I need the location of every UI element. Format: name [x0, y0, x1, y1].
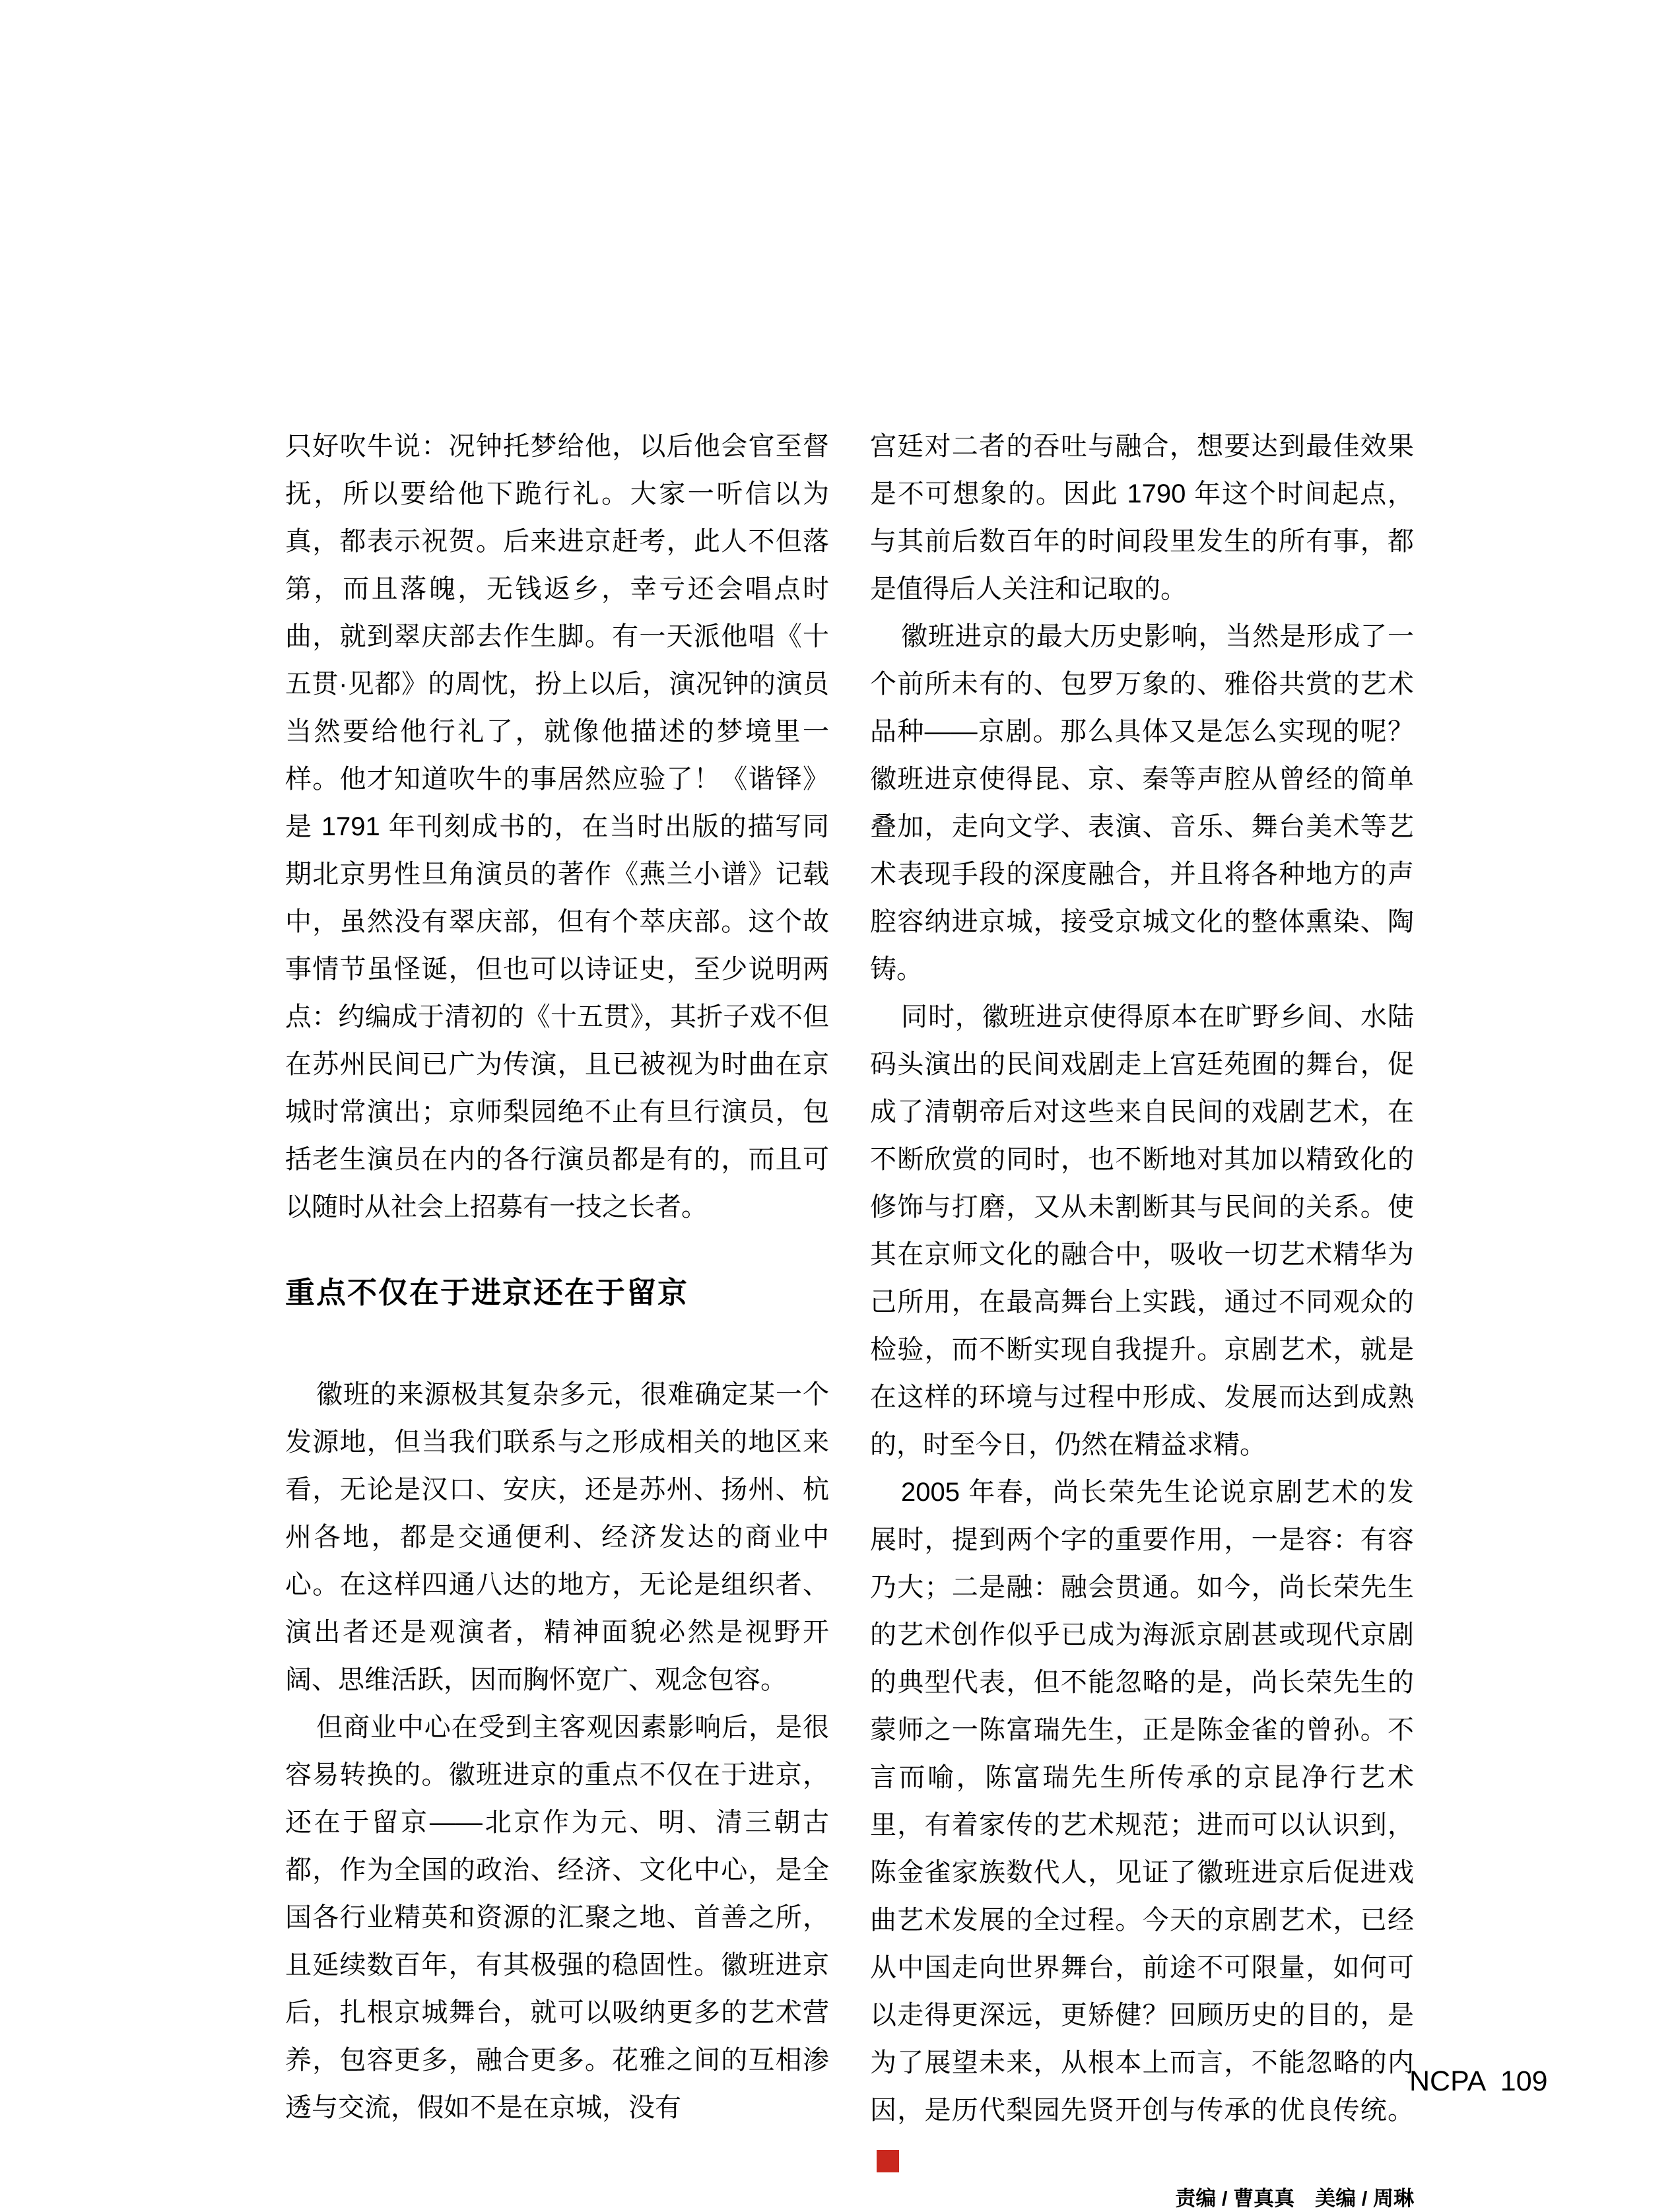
ncpa-end-seal-icon — [877, 2150, 922, 2172]
right-court-paragraph: 宫廷对二者的吞吐与融合，想要达到最佳效果是不可想象的。因此 1790 年这个时间起点，与其前后数百年的时间段里发生的所有事，都是值得后人关注和记取的。 — [870, 432, 1414, 604]
right-column — [870, 423, 1414, 2212]
left-continuation-paragraph: 只好吹牛说：况钟托梦给他，以后他会官至督抚，所以要给他下跪行礼。大家一听信以为真，都表示祝贺。后来进京赶考，此人不但落第，而且落魄，无钱返乡，幸亏还会唱点时曲，就到翠庆部去作生脚。有一天派他唱《十五贯·见都》的周忱，扮上以后，演况钟的演员当然要给他行礼了，就像他描述的梦境里一样。他才知道吹牛的事居然应验了！《谐铎》是 1791 年刊刻成书的，在当时出版的描写同期北京男性旦角演员的著作《燕兰小谱》记载中，虽然没有翠庆部，但有个萃庆部。这个故事情节虽怪诞，但也可以诗证史，至少说明两点：约编成于清初的《十五贯》，其折子戏不但在苏州民间已广为传演，且已被视为时曲在京城时常演出；京师梨园绝不止有旦行演员，包括老生演员在内的各行演员都是有的，而且可以随时从社会上招募有一技之长者。 — [285, 432, 829, 1222]
right-legacy-paragraph — [870, 1469, 1414, 2182]
ncpa-seal-line-2: PA — [908, 2160, 920, 2171]
ncpa-seal-line-1: NC — [908, 2150, 922, 2160]
credits-line: 责编 / 曹真真 美编 / 周琳 — [1175, 2187, 1414, 2210]
right-folk-paragraph: 同时，徽班进京使得原本在旷野乡间、水陆码头演出的民间戏剧走上宫廷苑囿的舞台，促成了清朝帝后对这些来自民间的戏剧艺术，在不断欣赏的同时，也不断地对其加以精致化的修饰与打磨，又从未割断其与民间的关系。使其在京师文化的融合中，吸收一切艺术精华为己所用，在最高舞台上实践，通过不同观众的检验，而不断实现自我提升。京剧艺术，就是在这样的环境与过程中形成、发展而达到成熟的，时至今日，仍然在精益求精。 — [870, 1002, 1414, 1459]
left-column — [285, 423, 829, 2131]
left-origins-paragraph: 徽班的来源极其复杂多元，很难确定某一个发源地，但当我们联系与之形成相关的地区来看，无论是汉口、安庆，还是苏州、扬州、杭州各地，都是交通便利、经济发达的商业中心。在这样四通八达的地方，无论是组织者、演出者还是观演者，精神面貌必然是视野开阔、思维活跃，因而胸怀宽广、观念包容。 — [285, 1380, 829, 1694]
page-number: NCPA 109 — [1409, 2065, 1548, 2097]
section-heading: 重点不仅在于进京还在于留京 — [285, 1276, 689, 1309]
right-influence-paragraph: 徽班进京的最大历史影响，当然是形成了一个前所未有的、包罗万象的、雅俗共赏的艺术品种——京剧。那么具体又是怎么实现的呢？徽班进京使得昆、京、秦等声腔从曾经的简单叠加，走向文学、表演、音乐、舞台美术等艺术表现手段的深度融合，并且将各种地方的声腔容纳进京城，接受京城文化的整体熏染、陶铸。 — [870, 622, 1414, 984]
left-commercial-paragraph: 但商业中心在受到主客观因素影响后，是很容易转换的。徽班进京的重点不仅在于进京，还在于留京——北京作为元、明、清三朝古都，作为全国的政治、经济、文化中心，是全国各行业精英和资源的汇聚之地、首善之所，且延续数百年，有其极强的稳固性。徽班进京后，扎根京城舞台，就可以吸纳更多的艺术营养，包容更多，融合更多。花雅之间的互相渗透与交流，假如不是在京城，没有 — [285, 1713, 829, 2122]
right-legacy-paragraph-text: 2005 年春，尚长荣先生论说京剧艺术的发展时，提到两个字的重要作用，一是容：有容乃大；二是融：融会贯通。如今，尚长荣先生的艺术创作似乎已成为海派京剧甚或现代京剧的典型代表，但不能忽略的是，尚长荣先生的蒙师之一陈富瑞先生，正是陈金雀的曾孙。不言而喻，陈富瑞先生所传承的京昆净行艺术里，有着家传的艺术规范；进而可以认识到，陈金雀家族数代人，见证了徽班进京后促进戏曲艺术发展的全过程。今天的京剧艺术，已经从中国走向世界舞台，前途不可限量，如何可以走得更深远，更矫健？回顾历史的目的，是为了展望未来，从根本上而言，不能忽略的内因，是历代梨园先贤开创与传承的优良传统。 — [870, 1478, 1414, 2125]
